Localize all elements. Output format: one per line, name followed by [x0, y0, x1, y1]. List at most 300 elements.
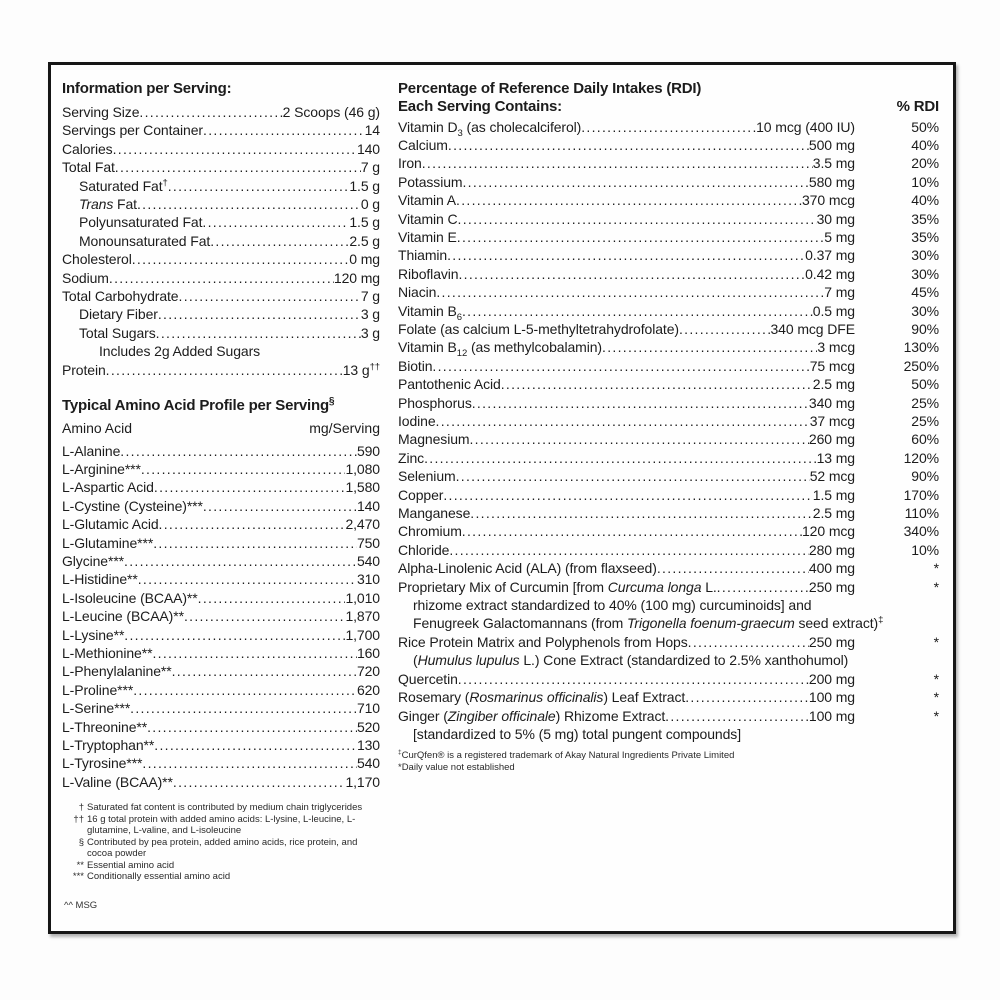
serving-row-value: 2.5 g	[349, 232, 380, 249]
dotted-leader	[456, 467, 810, 485]
rdi-row-percent: 90%	[911, 468, 939, 485]
dotted-leader	[581, 118, 756, 136]
rdi-row-line	[398, 302, 939, 323]
dotted-leader	[109, 269, 334, 287]
rdi-row-percent: 10%	[911, 173, 939, 190]
dotted-leader	[449, 541, 809, 559]
rdi-row	[398, 154, 939, 172]
dotted-leader	[132, 250, 350, 268]
rdi-row-line	[398, 154, 939, 172]
serving-row-name: Servings per Container	[62, 122, 203, 139]
amino-row	[62, 773, 380, 791]
amino-row	[62, 442, 380, 460]
amino-profile-title: Typical Amino Acid Profile per Serving§	[62, 396, 335, 415]
rdi-row-amount: 2.5 mg	[812, 505, 855, 522]
rdi-row-continuation: rhizome extract standardized to 40% (100 mg) curcuminoids] and	[413, 597, 812, 614]
rdi-row	[398, 559, 939, 577]
rdi-row-line	[398, 118, 939, 139]
serving-row-name: Trans Fat	[79, 196, 137, 213]
dotted-leader	[462, 302, 813, 320]
serving-row	[62, 213, 380, 231]
footnote-text: 16 g total protein with added amino acids: L-lysine, L-leucine, L-glutamine, L-valine, and L-isoleucine	[87, 813, 356, 837]
serving-row-name: Dietary Fiber	[79, 306, 158, 323]
amino-row	[62, 552, 380, 570]
footnote-text: Saturated fat content is contributed by medium chain triglycerides	[87, 802, 363, 814]
serving-row-value: 7 g	[360, 159, 380, 176]
left-column	[62, 79, 380, 921]
footnote	[62, 837, 380, 860]
dotted-leader	[462, 522, 802, 540]
serving-row	[62, 103, 380, 121]
serving-row	[62, 342, 380, 360]
amino-row	[62, 589, 380, 607]
rdi-row-name: Riboflavin	[398, 265, 459, 282]
serving-info-title: Information per Serving:	[62, 80, 232, 97]
amino-row	[62, 497, 380, 515]
rdi-row-continuation: Fenugreek Galactomannans (from Trigonella foenum-graecum seed extract)‡	[413, 614, 884, 632]
dotted-leader	[124, 626, 345, 644]
rdi-row-amount: 10 mcg (400 IU)	[756, 118, 855, 135]
rdi-row-percent: 10%	[911, 541, 939, 558]
rdi-row-percent: 130%	[903, 339, 939, 356]
serving-row	[62, 121, 380, 139]
amino-row-name: Glycine***	[62, 552, 125, 569]
rdi-row-line	[398, 265, 939, 283]
serving-row-name: Includes 2g Added Sugars	[99, 343, 261, 360]
rdi-row-line	[398, 541, 939, 559]
amino-rows	[62, 442, 380, 792]
rdi-row-amount: 100 mg	[808, 689, 855, 706]
amino-row	[62, 626, 380, 644]
amino-row	[62, 570, 380, 588]
serving-row-name: Total Carbohydrate	[62, 288, 179, 305]
rdi-row	[398, 430, 939, 448]
rdi-row	[398, 320, 939, 338]
amino-row-name: L-Valine (BCAA)**	[62, 773, 173, 790]
amino-row	[62, 478, 380, 496]
dotted-leader	[154, 478, 346, 496]
dotted-leader	[139, 103, 282, 121]
serving-row	[62, 250, 380, 268]
amino-row-value: 540	[356, 755, 380, 772]
serving-row	[62, 158, 380, 176]
rdi-row-percent: *	[933, 560, 939, 577]
rdi-row-line	[398, 707, 939, 725]
rdi-row	[398, 246, 939, 264]
serving-row-name: Total Fat	[62, 159, 115, 176]
serving-row-value: 14	[364, 122, 380, 139]
rdi-row-amount: 5 mg	[824, 228, 855, 245]
rdi-row	[398, 357, 939, 375]
amino-row-name: L-Lysine**	[62, 626, 125, 643]
dotted-leader	[470, 504, 813, 522]
right-column	[398, 79, 939, 921]
rdi-row-name: Rosemary (Rosmarinus officinalis) Leaf Extract	[398, 689, 686, 706]
dotted-leader	[501, 375, 813, 393]
amino-row-name: L-Serine***	[62, 700, 131, 717]
rdi-row-name: Iodine	[398, 413, 436, 429]
serving-row-value: 0 mg	[349, 251, 380, 268]
amino-row	[62, 681, 380, 699]
dotted-leader	[138, 570, 357, 588]
amino-row	[62, 607, 380, 625]
amino-row-name: L-Threonine**	[62, 718, 148, 735]
rdi-row-percent: 170%	[903, 486, 939, 503]
rdi-row-name: Quercetin	[398, 670, 458, 687]
amino-row-name: L-Proline***	[62, 681, 134, 698]
footnote	[62, 802, 380, 814]
rdi-row-line	[398, 394, 939, 412]
rdi-row-amount: 500 mg	[808, 136, 855, 153]
serving-row-value: 3 g	[360, 306, 380, 323]
rdi-row-line	[398, 246, 939, 264]
rdi-row-line	[398, 633, 939, 651]
footnote-text: Contributed by pea protein, added amino acids, rice protein, and cocoa powder	[87, 836, 358, 860]
rdi-row	[398, 118, 939, 139]
dotted-leader	[436, 412, 810, 430]
dotted-leader	[153, 534, 357, 552]
amino-row-name: L-Glutamic Acid	[62, 516, 159, 533]
dotted-leader	[203, 497, 357, 515]
footnote	[62, 814, 380, 837]
rdi-row-name: Magnesium	[398, 431, 470, 448]
dotted-leader	[113, 140, 357, 158]
amino-row-value: 1,580	[345, 479, 380, 496]
serving-row-value: 120 mg	[333, 269, 380, 286]
rdi-title: Percentage of Reference Daily Intakes (RDI)	[398, 80, 702, 97]
dotted-leader	[142, 754, 357, 772]
rdi-row	[398, 449, 939, 467]
rdi-row-name: Vitamin $B_6$	[398, 302, 462, 323]
rdi-row-amount: 370 mcg	[802, 192, 855, 209]
rdi-row-amount: 120 mcg	[802, 523, 855, 540]
dotted-leader	[133, 681, 357, 699]
rdi-row-name: Zinc	[398, 449, 425, 466]
rdi-row	[398, 173, 939, 191]
rdi-row-amount: 75 mcg	[809, 357, 855, 374]
serving-row	[62, 232, 380, 250]
rdi-row-amount: 260 mg	[808, 431, 855, 448]
footnote-marker: ††	[73, 813, 84, 825]
rdi-row-percent: 30%	[911, 302, 939, 319]
rdi-row-name: Alpha-Linolenic Acid (ALA) (from flaxseed)	[398, 560, 657, 577]
serving-row	[62, 305, 380, 323]
rdi-subheader	[398, 98, 939, 117]
amino-row-name: L-Methionine**	[62, 644, 153, 661]
rdi-row-name: Chloride	[398, 541, 450, 558]
supplement-facts-panel	[48, 62, 956, 934]
rdi-row-percent: *	[933, 633, 939, 650]
msg-note: ^^ MSG	[64, 900, 98, 911]
rdi-row-name: Iron	[398, 155, 422, 172]
rdi-row-amount: 7 mg	[824, 284, 855, 301]
serving-row-name: Total Sugars	[79, 324, 156, 341]
serving-row-value: 13 g††	[342, 361, 380, 378]
rdi-column-header: % RDI	[896, 98, 939, 115]
rdi-row-name: Potassium	[398, 173, 463, 190]
dotted-leader	[685, 688, 809, 706]
dotted-leader	[458, 265, 805, 283]
rdi-rows	[398, 118, 939, 744]
dotted-leader	[472, 394, 809, 412]
rdi-row-line	[398, 430, 939, 448]
amino-row-value: 620	[356, 681, 380, 698]
rdi-row	[398, 394, 939, 412]
amino-row-value: 520	[356, 718, 380, 735]
dotted-leader	[202, 213, 349, 231]
rdi-row-line	[398, 136, 939, 154]
amino-row-value: 720	[356, 663, 380, 680]
dotted-leader	[147, 718, 357, 736]
rdi-row	[398, 633, 939, 670]
rdi-row-amount: 0.5 mg	[812, 302, 855, 319]
serving-row	[62, 324, 380, 342]
serving-row-value: 2 Scoops (46 g)	[282, 104, 380, 120]
amino-row-name: L-Leucine (BCAA)**	[62, 608, 184, 625]
rdi-row-amount: 13 mg	[816, 449, 855, 466]
rdi-row-amount: 200 mg	[808, 670, 855, 687]
amino-row-name: L-Arginine***	[62, 460, 141, 477]
serving-row	[62, 269, 380, 287]
dotted-leader	[443, 486, 812, 504]
dotted-leader	[424, 449, 817, 467]
rdi-row-percent: *	[933, 578, 939, 595]
amino-row-name: L-Phenylalanine**	[62, 663, 172, 680]
dotted-leader	[457, 228, 825, 246]
dotted-leader	[448, 136, 809, 154]
serving-row-value: 3 g	[360, 324, 380, 341]
dotted-leader	[456, 191, 802, 209]
dotted-leader	[137, 195, 361, 213]
amino-row-name: L-Tyrosine***	[62, 755, 143, 772]
dotted-leader	[106, 361, 343, 379]
serving-row	[62, 195, 380, 213]
amino-row-value: 1,010	[345, 589, 380, 606]
rdi-row-line	[398, 338, 939, 360]
rdi-row	[398, 228, 939, 246]
dotted-leader	[141, 460, 346, 478]
rdi-row-percent: 40%	[911, 136, 939, 153]
rdi-row-percent: 25%	[911, 394, 939, 411]
dotted-leader	[124, 552, 357, 570]
rdi-row-percent: 50%	[911, 118, 939, 135]
dotted-leader	[184, 607, 346, 625]
footnote-text: Conditionally essential amino acid	[87, 871, 231, 883]
rdi-row-amount: 0.42 mg	[805, 265, 855, 282]
amino-row-value: 1,080	[345, 460, 380, 477]
rdi-row	[398, 486, 939, 504]
rdi-row-amount: 280 mg	[808, 541, 855, 558]
rdi-row-line	[398, 578, 939, 596]
amino-row	[62, 460, 380, 478]
rdi-row	[398, 688, 939, 706]
rdi-row	[398, 412, 939, 430]
amino-row-name: L-Isoleucine (BCAA)**	[62, 589, 198, 606]
rdi-row-line	[398, 412, 939, 430]
dotted-leader	[172, 662, 357, 680]
serving-row-name: Monounsaturated Fat	[79, 232, 211, 249]
rdi-row-line	[398, 467, 939, 485]
serving-row	[62, 361, 380, 379]
rdi-row	[398, 191, 939, 209]
rdi-row	[398, 578, 939, 633]
serving-row-value: 1.5 g	[349, 177, 380, 194]
amino-row-value: 130	[356, 737, 380, 753]
dotted-leader	[717, 578, 809, 596]
serving-row	[62, 140, 380, 158]
rdi-row-amount: 580 mg	[808, 173, 855, 190]
amino-row-name: L-Tryptophan**	[62, 737, 155, 753]
serving-row-name: Serving Size	[62, 104, 140, 120]
rdi-row-name: Phosphorus	[398, 394, 472, 411]
amino-row-value: 540	[356, 552, 380, 569]
rdi-row-name: Folate (as calcium L-5-methyltetrahydrofolate)	[398, 320, 679, 337]
footnote-marker: ***	[72, 871, 84, 883]
rdi-row-name: Proprietary Mix of Curcumin [from Curcuma longa L.	[398, 578, 717, 595]
dotted-leader	[432, 357, 809, 375]
rdi-row-name: Thiamin	[398, 247, 448, 264]
amino-row-value: 140	[356, 497, 380, 514]
rdi-row	[398, 467, 939, 485]
rdi-row-name: Vitamin A	[398, 192, 456, 209]
rdi-row	[398, 504, 939, 522]
rdi-row-name: Rice Protein Matrix and Polyphenols from Hops	[398, 633, 688, 650]
rdi-row-percent: 30%	[911, 265, 939, 282]
footnote-marker: †	[78, 802, 84, 814]
serving-row-value: 7 g	[360, 288, 380, 305]
rdi-row-line	[398, 357, 939, 375]
dotted-leader	[120, 442, 357, 460]
amino-row	[62, 699, 380, 717]
amino-row	[62, 534, 380, 552]
serving-row-name: Protein	[62, 361, 106, 378]
rdi-row-line	[398, 210, 939, 228]
amino-col-name-header: Amino Acid	[62, 420, 133, 437]
rdi-row-amount: 100 mg	[808, 707, 855, 724]
rdi-row-percent: 20%	[911, 155, 939, 172]
amino-row	[62, 644, 380, 662]
rdi-row-percent: 90%	[911, 320, 939, 337]
amino-row	[62, 662, 380, 680]
footnote-text: Essential amino acid	[87, 859, 175, 871]
dotted-leader	[179, 287, 361, 305]
rdi-row-percent: 110%	[904, 505, 939, 522]
dotted-leader	[657, 559, 809, 577]
amino-row-value: 310	[356, 571, 380, 588]
amino-row	[62, 718, 380, 736]
rdi-row	[398, 338, 939, 360]
amino-row	[62, 736, 380, 754]
rdi-row-percent: 35%	[911, 228, 939, 245]
dotted-leader	[154, 736, 357, 754]
serving-row-value: 1.5 g	[349, 214, 380, 231]
dotted-leader	[198, 589, 346, 607]
rdi-row-percent: 60%	[911, 431, 939, 448]
rdi-row-name: Pantothenic Acid	[398, 376, 501, 393]
amino-row-name: L-Glutamine***	[62, 534, 154, 551]
dotted-leader	[168, 177, 350, 195]
dotted-leader	[665, 707, 809, 725]
rdi-row-name: Vitamin $B_{12}$ (as methylcobalamin)	[398, 339, 602, 360]
rdi-row-percent: 40%	[911, 192, 939, 209]
rdi-row	[398, 541, 939, 559]
dotted-leader	[458, 210, 817, 228]
rdi-row	[398, 265, 939, 283]
dotted-leader	[158, 305, 361, 323]
rdi-row-amount: 250 mg	[808, 578, 855, 595]
rdi-row-percent: 250%	[903, 357, 939, 374]
dotted-leader	[679, 320, 771, 338]
rdi-row-line	[398, 375, 939, 393]
rdi-row-name: Calcium	[398, 136, 448, 153]
amino-row-value: 2,470	[345, 516, 380, 533]
dotted-leader	[115, 158, 361, 176]
serving-info-rows	[62, 103, 380, 379]
rdi-row-amount: 3.5 mg	[812, 155, 855, 172]
serving-row	[62, 287, 380, 305]
amino-row-value: 590	[356, 442, 380, 459]
amino-row	[62, 515, 380, 533]
dotted-leader	[152, 644, 357, 662]
rdi-row-percent: *	[933, 670, 939, 687]
serving-row-name: Calories	[62, 140, 113, 157]
rdi-row-name: Copper	[398, 486, 444, 503]
rdi-row	[398, 707, 939, 744]
amino-col-value-header: mg/Serving	[309, 420, 380, 437]
rdi-row-line	[398, 670, 939, 688]
amino-row-name: L-Cystine (Cysteine)***	[62, 497, 203, 514]
amino-row-name: L-Aspartic Acid	[62, 479, 154, 496]
rdi-row-amount: 37 mcg	[809, 413, 855, 429]
rdi-row-line	[398, 559, 939, 577]
footnote: *Daily value not established	[398, 761, 515, 773]
rdi-row-name: Selenium	[398, 468, 456, 485]
dotted-leader	[462, 173, 808, 191]
rdi-row-line	[398, 228, 939, 246]
rdi-row-percent: 45%	[911, 284, 939, 301]
footnote	[62, 871, 380, 883]
rdi-row-name: Chromium	[398, 523, 462, 540]
rdi-row	[398, 210, 939, 228]
dotted-leader	[173, 773, 346, 791]
rdi-row-line	[398, 688, 939, 706]
dotted-leader	[159, 515, 346, 533]
serving-row-name: Cholesterol	[62, 251, 132, 268]
dotted-leader	[156, 324, 361, 342]
rdi-row-percent: *	[933, 689, 939, 706]
dotted-leader	[469, 430, 808, 448]
amino-row	[62, 754, 380, 772]
rdi-row-line	[398, 522, 939, 540]
amino-row-value: 710	[356, 700, 380, 717]
amino-row-value: 160	[356, 644, 380, 661]
rdi-row-name: Niacin	[398, 284, 437, 301]
rdi-row-name: Ginger (Zingiber officinale) Rhizome Extract	[398, 707, 666, 724]
serving-row-name: Polyunsaturated Fat	[79, 214, 203, 231]
serving-row-value: 0 g	[360, 196, 380, 213]
rdi-row-amount: 0.37 mg	[805, 247, 855, 264]
rdi-row-line	[398, 504, 939, 522]
footnote-marker: **	[76, 859, 84, 871]
rdi-row-percent: 50%	[911, 376, 939, 393]
rdi-row-percent: 35%	[911, 210, 939, 227]
rdi-row	[398, 136, 939, 154]
rdi-row	[398, 302, 939, 323]
amino-row-value: 750	[356, 534, 380, 551]
rdi-row-percent: 30%	[911, 247, 939, 264]
amino-subheader	[62, 419, 380, 437]
rdi-row	[398, 375, 939, 393]
